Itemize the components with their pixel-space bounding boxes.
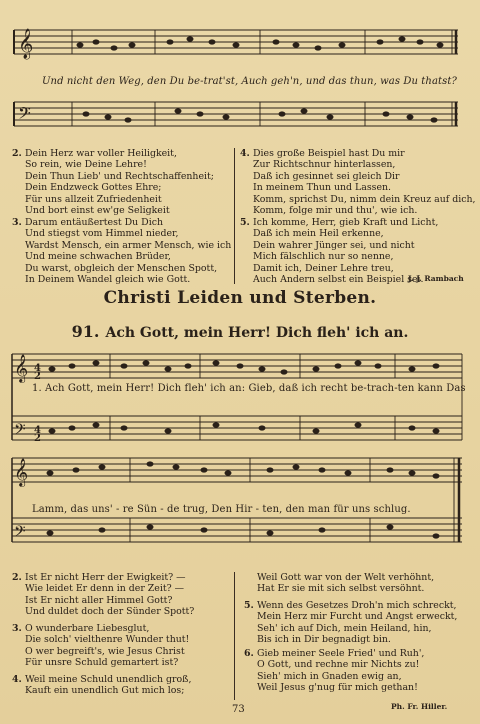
hymn-title-text: Ach Gott, mein Herr! Dich fleh' ich an. <box>105 325 409 341</box>
verse-line: Mein Herz mir Furcht und Angst erweckt, <box>257 611 458 623</box>
stanza-lower-4-cont <box>244 572 434 595</box>
verse-line: Wie leidet Er denn in der Zeit? — <box>25 583 184 595</box>
verse-line: Dein wahrer Jünger sei, und nicht <box>253 239 415 251</box>
svg-text:𝄢: 𝄢 <box>18 103 31 127</box>
lyrics-system-1: 1. Ach Gott, mein Herr! Dich fleh' ich an: Gieb, daß ich recht be-trach-ten kann Das <box>32 383 466 394</box>
verse-line: Daß ich mein Heil erkenne, <box>253 228 384 240</box>
stanza-number: 3. <box>12 217 22 228</box>
column-divider <box>234 148 235 284</box>
stanza-lower-4 <box>12 674 191 697</box>
stanza-number: 2. <box>12 148 22 159</box>
verse-line: Und stiegst vom Himmel nieder, <box>25 228 179 240</box>
verse-line: O Gott, und rechne mir Nichts zu! <box>257 659 420 671</box>
stanza-number: 4. <box>12 674 22 685</box>
page-number: 73 <box>232 704 245 715</box>
verse-line: Auch Andern selbst ein Beispiel sei. <box>253 274 424 286</box>
verse-line: Zur Richtschnur hinterlassen, <box>253 159 396 171</box>
svg-text:𝄢: 𝄢 <box>14 523 26 544</box>
verse-line: Du warst, obgleich der Menschen Spott, <box>25 262 218 274</box>
verse-line: So rein, wie Deine Lehre! <box>25 159 147 171</box>
hymn-number: 91. <box>71 322 100 341</box>
verse-line: Dies große Beispiel hast Du mir <box>253 148 405 159</box>
column-divider <box>234 572 235 700</box>
lyrics-system-2: Lamm, das uns' - re Sün - de trug, Den Hir - ten, den man für uns schlug. <box>32 504 411 515</box>
svg-text:2: 2 <box>34 371 41 382</box>
verse-line: Daß ich gesinnet sei gleich Dir <box>253 170 400 182</box>
verse-line: Damit ich, Deiner Lehre treu, <box>253 262 394 274</box>
svg-text:𝄞: 𝄞 <box>14 354 29 382</box>
lyrics-top-line: Und nicht den Weg, den Du be-trat'st, Auch geh'n, und das thun, was Du thatst? <box>42 76 457 87</box>
verse-line: Weil meine Schuld unendlich groß, <box>25 674 192 685</box>
verse-line: Darum entäußertest Du Dich <box>25 217 163 228</box>
verse-line: Gieb meiner Seele Fried' und Ruh', <box>257 648 425 659</box>
verse-line: Komm, folge mir und thu', wie ich. <box>253 205 418 217</box>
verse-line: Dein Thun Lieb' und Rechtschaffenheit; <box>25 170 214 182</box>
verse-line: Sieh' mich in Gnaden ewig an, <box>257 670 402 682</box>
stanza-upper-2 <box>12 148 214 216</box>
verse-line: Wardst Mensch, ein armer Mensch, wie ich <box>25 239 232 251</box>
svg-text:2: 2 <box>34 433 41 444</box>
music-staff-top-treble <box>0 0 480 70</box>
stanza-lower-5 <box>244 600 457 646</box>
verse-line: Und bort einst ew'ge Seligkeit <box>25 205 170 217</box>
verse-line: Und duldet doch der Sünder Spott? <box>25 606 195 618</box>
composer-attribution: Ph. Fr. Hiller. <box>391 702 448 711</box>
verse-line: Mich fälschlich nur so nenne, <box>253 251 394 263</box>
verse-line: Dein Herz war voller Heiligkeit, <box>25 148 177 159</box>
verse-line: Für unsre Schuld gemartert ist? <box>25 657 179 669</box>
stanza-number: 4. <box>240 148 250 159</box>
verse-line: Und meine schwachen Brüder, <box>25 251 171 263</box>
svg-text:4: 4 <box>34 363 41 374</box>
stanza-lower-2 <box>12 572 194 618</box>
svg-text:𝄢: 𝄢 <box>14 421 26 442</box>
verse-line: Für uns allzeit Zufriedenheit <box>25 193 162 205</box>
verse-line: Ist Er nicht Herr der Ewigkeit? — <box>25 572 186 583</box>
stanza-lower-3 <box>12 623 189 669</box>
stanza-upper-3 <box>12 217 231 285</box>
stanza-number: 3. <box>12 623 22 634</box>
hymn-title <box>0 322 480 341</box>
stanza-number: 5. <box>240 217 250 228</box>
stanza-number: 5. <box>244 600 254 611</box>
verse-line: Wenn des Gesetzes Droh'n mich schreckt, <box>257 600 457 611</box>
verse-line: In meinem Thun und Lassen. <box>253 182 392 194</box>
svg-text:𝄞: 𝄞 <box>18 29 34 59</box>
verse-line: Die solch' vielthenre Wunder thut! <box>25 634 190 646</box>
svg-text:𝄞: 𝄞 <box>14 458 29 486</box>
verse-line: Hat Er sie mit sich selbst versöhnt. <box>257 583 425 595</box>
stanza-upper-4 <box>240 148 476 216</box>
verse-line: Bis ich in Dir begnadigt bin. <box>257 634 391 646</box>
music-staff-top-bass <box>0 92 480 142</box>
verse-line: In Deinem Wandel gleich wie Gott. <box>25 274 191 286</box>
svg-text:4: 4 <box>34 425 41 436</box>
stanza-number: 2. <box>12 572 22 583</box>
verse-line: O wer begreift's, wie Jesus Christ <box>25 645 185 657</box>
verse-line: Seh' ich auf Dich, mein Heiland, hin, <box>257 622 432 634</box>
verse-line: Komm, sprichst Du, nimm dein Kreuz auf dich, <box>253 193 476 205</box>
verse-line: Ich komme, Herr, gieb Kraft und Licht, <box>253 217 439 228</box>
author-attribution: J. J. Rambach <box>408 274 464 283</box>
stanza-lower-6 <box>244 648 424 694</box>
section-title: Christi Leiden und Sterben. <box>103 288 377 308</box>
verse-line: Ist Er nicht aller Himmel Gott? <box>25 594 173 606</box>
verse-line: Weil Gott war von der Welt verhöhnt, <box>257 572 435 583</box>
stanza-number: 6. <box>244 648 254 659</box>
verse-line: O wunderbare Liebesglut, <box>25 623 150 634</box>
verse-line: Dein Endzweck Gottes Ehre; <box>25 182 162 194</box>
verse-line: Kauft ein unendlich Gut mich los; <box>25 685 185 697</box>
verse-line: Weil Jesus g'nug für mich gethan! <box>257 682 418 694</box>
